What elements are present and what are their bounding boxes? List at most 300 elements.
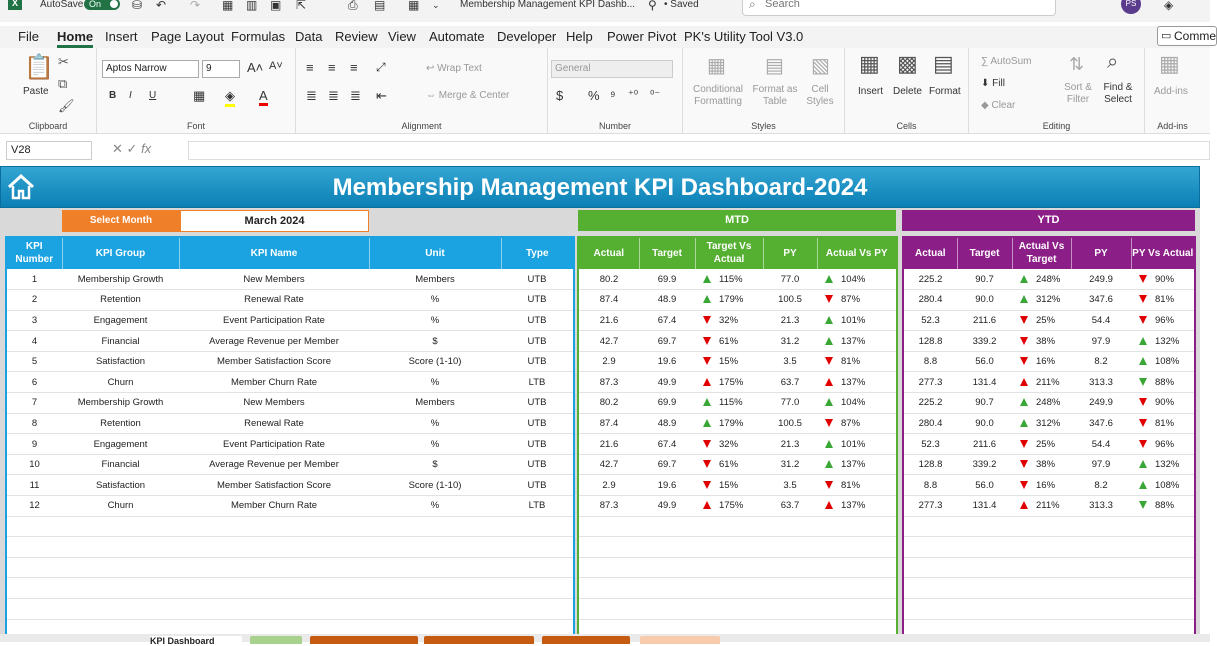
formula-input[interactable] — [188, 141, 1210, 160]
kpi-name-cell[interactable]: Event Participation Rate — [179, 434, 369, 455]
align-right-icon[interactable]: ≣ — [350, 88, 361, 103]
ytd-py-vs-actual-cell[interactable] — [1131, 290, 1195, 311]
unit-cell[interactable]: % — [369, 413, 501, 434]
orientation-icon[interactable]: ⤢ — [376, 60, 386, 74]
empty-cell[interactable] — [6, 599, 62, 620]
ytd-actual-vs-target-cell[interactable] — [1012, 393, 1071, 414]
empty-cell[interactable] — [763, 578, 817, 599]
unit-cell[interactable]: Score (1-10) — [369, 351, 501, 372]
ytd-py-vs-actual-cell[interactable] — [1131, 351, 1195, 372]
sheet-tab[interactable] — [640, 636, 720, 644]
menu-formulas[interactable]: Formulas — [231, 29, 286, 44]
type-cell[interactable]: LTB — [501, 496, 574, 517]
mtd-target-vs-actual-cell[interactable] — [695, 290, 763, 311]
mtd-target-cell[interactable]: 69.7 — [639, 331, 695, 352]
mtd-actual-vs-py-cell[interactable] — [817, 351, 897, 372]
paste-button[interactable]: Paste — [23, 86, 49, 97]
empty-cell[interactable] — [578, 599, 639, 620]
mtd-actual-cell[interactable]: 80.2 — [578, 269, 639, 290]
type-cell[interactable]: UTB — [501, 434, 574, 455]
print-icon[interactable]: ⎙ — [348, 0, 358, 12]
undo-icon[interactable]: ↶ — [156, 0, 167, 12]
menu-page-layout[interactable]: Page Layout — [151, 29, 225, 44]
mtd-actual-cell[interactable]: 21.6 — [578, 434, 639, 455]
kpi-group-cell[interactable]: Churn — [62, 496, 179, 517]
kpi-group-cell[interactable]: Retention — [62, 413, 179, 434]
mtd-target-vs-actual-cell[interactable] — [695, 331, 763, 352]
kpi-name-cell[interactable]: Renewal Rate — [179, 413, 369, 434]
ytd-target-cell[interactable]: 56.0 — [957, 351, 1012, 372]
kpi-name-cell[interactable]: Member Churn Rate — [179, 372, 369, 393]
empty-cell[interactable] — [501, 516, 574, 537]
addins-button[interactable]: Add-ins — [1154, 86, 1188, 97]
search-box[interactable] — [742, 0, 1056, 16]
empty-cell[interactable] — [369, 578, 501, 599]
kpi-group-cell[interactable]: Financial — [62, 454, 179, 475]
ytd-py-vs-actual-cell[interactable] — [1131, 475, 1195, 496]
align-middle-icon[interactable]: ≡ — [328, 60, 336, 75]
menu-automate[interactable]: Automate — [429, 29, 485, 44]
mtd-py-cell[interactable]: 21.3 — [763, 434, 817, 455]
kpi-number-cell[interactable]: 3 — [6, 310, 62, 331]
type-cell[interactable]: UTB — [501, 475, 574, 496]
ytd-py-vs-actual-cell[interactable] — [1131, 413, 1195, 434]
empty-cell[interactable] — [179, 537, 369, 558]
empty-cell[interactable] — [763, 557, 817, 578]
empty-cell[interactable] — [1012, 537, 1071, 558]
empty-cell[interactable] — [903, 578, 957, 599]
unit-cell[interactable]: $ — [369, 331, 501, 352]
mtd-py-cell[interactable]: 63.7 — [763, 372, 817, 393]
ytd-target-cell[interactable]: 131.4 — [957, 496, 1012, 517]
ytd-actual-cell[interactable]: 277.3 — [903, 372, 957, 393]
format-painter-icon[interactable]: 🖌 — [58, 98, 75, 113]
kpi-number-cell[interactable]: 5 — [6, 351, 62, 372]
ytd-py-vs-actual-cell[interactable] — [1131, 454, 1195, 475]
ytd-actual-cell[interactable]: 128.8 — [903, 331, 957, 352]
calculator-icon[interactable]: ▤ — [374, 0, 386, 12]
ytd-actual-cell[interactable]: 8.8 — [903, 475, 957, 496]
empty-cell[interactable] — [6, 516, 62, 537]
sort-filter-icon[interactable]: ⇅ — [1069, 54, 1085, 74]
empty-cell[interactable] — [957, 516, 1012, 537]
mtd-actual-vs-py-cell[interactable] — [817, 434, 897, 455]
sheet-tab[interactable] — [424, 636, 534, 644]
increase-decimal-icon[interactable]: ⁺⁰ — [628, 89, 639, 101]
mtd-actual-cell[interactable]: 42.7 — [578, 331, 639, 352]
cell-styles-icon[interactable]: ▧ — [811, 55, 830, 77]
mtd-py-cell[interactable]: 77.0 — [763, 269, 817, 290]
empty-cell[interactable] — [578, 578, 639, 599]
kpi-group-cell[interactable]: Satisfaction — [62, 475, 179, 496]
mtd-actual-vs-py-cell[interactable] — [817, 310, 897, 331]
align-center-icon[interactable]: ≣ — [328, 88, 339, 103]
enter-icon[interactable]: ✓ — [126, 141, 138, 156]
conditional-formatting-icon[interactable]: ▦ — [707, 55, 726, 77]
autosave-toggle[interactable] — [84, 0, 120, 10]
empty-cell[interactable] — [903, 516, 957, 537]
ytd-py-cell[interactable]: 347.6 — [1071, 290, 1131, 311]
ytd-actual-vs-target-cell[interactable] — [1012, 351, 1071, 372]
clear-button[interactable] — [981, 100, 1015, 111]
empty-cell[interactable] — [695, 599, 763, 620]
number-format-select[interactable]: General — [551, 60, 673, 78]
empty-cell[interactable] — [1012, 557, 1071, 578]
type-cell[interactable]: UTB — [501, 413, 574, 434]
mtd-py-cell[interactable]: 31.2 — [763, 454, 817, 475]
ytd-py-vs-actual-cell[interactable] — [1131, 331, 1195, 352]
mtd-py-cell[interactable]: 77.0 — [763, 393, 817, 414]
mtd-actual-cell[interactable]: 87.4 — [578, 413, 639, 434]
mtd-py-cell[interactable]: 21.3 — [763, 310, 817, 331]
ytd-py-vs-actual-cell[interactable] — [1131, 269, 1195, 290]
ytd-target-cell[interactable]: 339.2 — [957, 454, 1012, 475]
ytd-actual-vs-target-cell[interactable] — [1012, 475, 1071, 496]
empty-cell[interactable] — [903, 599, 957, 620]
fill-button[interactable] — [981, 78, 1005, 89]
wrap-text-button[interactable] — [426, 63, 482, 74]
delete-cells-icon[interactable]: ▩ — [897, 51, 918, 76]
mtd-target-vs-actual-cell[interactable] — [695, 372, 763, 393]
empty-cell[interactable] — [639, 537, 695, 558]
align-top-icon[interactable]: ≡ — [306, 60, 314, 75]
empty-cell[interactable] — [639, 516, 695, 537]
cancel-icon[interactable]: ✕ — [112, 141, 123, 156]
underline-icon[interactable]: U — [149, 90, 157, 101]
menu-home[interactable]: Home — [57, 29, 93, 48]
empty-cell[interactable] — [1071, 599, 1131, 620]
ytd-py-cell[interactable]: 54.4 — [1071, 434, 1131, 455]
ytd-py-cell[interactable]: 347.6 — [1071, 413, 1131, 434]
italic-icon[interactable]: I — [129, 90, 132, 101]
ytd-actual-cell[interactable]: 8.8 — [903, 351, 957, 372]
mtd-target-cell[interactable]: 48.9 — [639, 413, 695, 434]
mtd-py-cell[interactable]: 3.5 — [763, 475, 817, 496]
mtd-target-cell[interactable]: 69.9 — [639, 269, 695, 290]
menu-insert[interactable]: Insert — [105, 29, 138, 44]
kpi-name-cell[interactable]: Member Churn Rate — [179, 496, 369, 517]
empty-cell[interactable] — [763, 599, 817, 620]
diamond-icon[interactable]: ◈ — [1164, 0, 1174, 12]
empty-cell[interactable] — [179, 599, 369, 620]
ytd-actual-vs-target-cell[interactable] — [1012, 269, 1071, 290]
kpi-group-cell[interactable]: Retention — [62, 290, 179, 311]
kpi-name-cell[interactable]: New Members — [179, 269, 369, 290]
ytd-py-vs-actual-cell[interactable] — [1131, 310, 1195, 331]
kpi-group-cell[interactable]: Financial — [62, 331, 179, 352]
format-button[interactable]: Format — [929, 86, 961, 97]
customize-icon[interactable]: ⌄ — [432, 0, 440, 10]
percent-icon[interactable]: % — [588, 88, 600, 103]
empty-cell[interactable] — [817, 599, 897, 620]
ytd-actual-vs-target-cell[interactable] — [1012, 310, 1071, 331]
image-icon[interactable]: ▣ — [270, 0, 282, 12]
mtd-py-cell[interactable]: 100.5 — [763, 290, 817, 311]
mtd-actual-cell[interactable]: 80.2 — [578, 393, 639, 414]
mtd-actual-vs-py-cell[interactable] — [817, 496, 897, 517]
kpi-name-cell[interactable]: Average Revenue per Member — [179, 331, 369, 352]
ytd-actual-vs-target-cell[interactable] — [1012, 496, 1071, 517]
find-select-button[interactable]: Find & Select — [1103, 82, 1133, 105]
ytd-py-cell[interactable]: 313.3 — [1071, 496, 1131, 517]
mtd-actual-cell[interactable]: 87.4 — [578, 290, 639, 311]
mtd-actual-vs-py-cell[interactable] — [817, 413, 897, 434]
cell-styles-button[interactable]: Cell Styles — [806, 84, 834, 107]
ytd-py-vs-actual-cell[interactable] — [1131, 496, 1195, 517]
type-cell[interactable]: UTB — [501, 454, 574, 475]
type-cell[interactable]: UTB — [501, 393, 574, 414]
empty-cell[interactable] — [639, 557, 695, 578]
mtd-py-cell[interactable]: 31.2 — [763, 331, 817, 352]
ytd-actual-vs-target-cell[interactable] — [1012, 290, 1071, 311]
mtd-target-vs-actual-cell[interactable] — [695, 475, 763, 496]
empty-cell[interactable] — [1131, 557, 1195, 578]
sheet-tab[interactable]: KPI Dashboard — [150, 636, 242, 644]
addins-icon[interactable]: ▦ — [1159, 51, 1180, 76]
type-cell[interactable]: UTB — [501, 269, 574, 290]
mtd-target-vs-actual-cell[interactable] — [695, 351, 763, 372]
empty-cell[interactable] — [1071, 578, 1131, 599]
ytd-actual-cell[interactable]: 277.3 — [903, 496, 957, 517]
unit-cell[interactable]: % — [369, 290, 501, 311]
unit-cell[interactable]: Members — [369, 393, 501, 414]
menu-view[interactable]: View — [388, 29, 416, 44]
borders-icon[interactable]: ▦ — [193, 88, 206, 103]
empty-cell[interactable] — [695, 557, 763, 578]
mtd-actual-cell[interactable]: 42.7 — [578, 454, 639, 475]
mtd-actual-vs-py-cell[interactable] — [817, 290, 897, 311]
kpi-name-cell[interactable]: Event Participation Rate — [179, 310, 369, 331]
ytd-actual-cell[interactable]: 52.3 — [903, 434, 957, 455]
empty-cell[interactable] — [62, 516, 179, 537]
unit-cell[interactable]: % — [369, 372, 501, 393]
empty-cell[interactable] — [817, 578, 897, 599]
increase-font-icon[interactable]: A˄ — [247, 60, 264, 75]
empty-cell[interactable] — [695, 578, 763, 599]
type-cell[interactable]: UTB — [501, 290, 574, 311]
sort-filter-button[interactable]: Sort & Filter — [1064, 82, 1092, 105]
mtd-actual-vs-py-cell[interactable] — [817, 372, 897, 393]
kpi-number-cell[interactable]: 8 — [6, 413, 62, 434]
empty-cell[interactable] — [369, 537, 501, 558]
autosum-button[interactable] — [981, 56, 1032, 67]
kpi-number-cell[interactable]: 10 — [6, 454, 62, 475]
align-left-icon[interactable]: ≣ — [306, 88, 317, 103]
menu-developer[interactable]: Developer — [497, 29, 557, 44]
type-cell[interactable]: UTB — [501, 351, 574, 372]
ytd-actual-cell[interactable]: 280.4 — [903, 413, 957, 434]
empty-cell[interactable] — [62, 599, 179, 620]
kpi-number-cell[interactable]: 2 — [6, 290, 62, 311]
mtd-actual-vs-py-cell[interactable] — [817, 269, 897, 290]
empty-cell[interactable] — [695, 537, 763, 558]
copy-icon[interactable]: ⧉ — [58, 76, 68, 91]
empty-cell[interactable] — [817, 557, 897, 578]
mtd-target-vs-actual-cell[interactable] — [695, 269, 763, 290]
mtd-target-cell[interactable]: 19.6 — [639, 351, 695, 372]
empty-cell[interactable] — [1071, 557, 1131, 578]
mtd-target-cell[interactable]: 69.7 — [639, 454, 695, 475]
empty-cell[interactable] — [369, 557, 501, 578]
kpi-group-cell[interactable]: Engagement — [62, 434, 179, 455]
align-bottom-icon[interactable]: ≡ — [350, 60, 358, 75]
kpi-number-cell[interactable]: 6 — [6, 372, 62, 393]
decrease-font-icon[interactable]: A˅ — [269, 60, 283, 72]
ytd-py-cell[interactable]: 313.3 — [1071, 372, 1131, 393]
ytd-py-vs-actual-cell[interactable] — [1131, 393, 1195, 414]
ytd-py-cell[interactable]: 8.2 — [1071, 475, 1131, 496]
ytd-py-vs-actual-cell[interactable] — [1131, 372, 1195, 393]
redo-icon[interactable]: ↷ — [190, 0, 201, 12]
ytd-target-cell[interactable]: 211.6 — [957, 434, 1012, 455]
unit-cell[interactable]: Score (1-10) — [369, 475, 501, 496]
empty-cell[interactable] — [957, 599, 1012, 620]
empty-cell[interactable] — [1012, 516, 1071, 537]
empty-cell[interactable] — [957, 578, 1012, 599]
ytd-actual-vs-target-cell[interactable] — [1012, 413, 1071, 434]
empty-cell[interactable] — [62, 537, 179, 558]
mtd-target-cell[interactable]: 48.9 — [639, 290, 695, 311]
mtd-target-vs-actual-cell[interactable] — [695, 454, 763, 475]
kpi-number-cell[interactable]: 1 — [6, 269, 62, 290]
ytd-target-cell[interactable]: 56.0 — [957, 475, 1012, 496]
insert-button[interactable]: Insert — [858, 86, 884, 97]
mtd-py-cell[interactable]: 63.7 — [763, 496, 817, 517]
empty-cell[interactable] — [369, 516, 501, 537]
ytd-actual-vs-target-cell[interactable] — [1012, 454, 1071, 475]
kpi-name-cell[interactable]: Average Revenue per Member — [179, 454, 369, 475]
empty-cell[interactable] — [1012, 599, 1071, 620]
mtd-target-vs-actual-cell[interactable] — [695, 496, 763, 517]
empty-cell[interactable] — [1131, 578, 1195, 599]
ytd-py-cell[interactable]: 8.2 — [1071, 351, 1131, 372]
font-color-icon[interactable]: A — [259, 88, 268, 106]
fill-color-icon[interactable]: ◈ — [225, 88, 235, 107]
mtd-actual-cell[interactable]: 21.6 — [578, 310, 639, 331]
ytd-target-cell[interactable]: 90.7 — [957, 269, 1012, 290]
ytd-target-cell[interactable]: 90.0 — [957, 290, 1012, 311]
kpi-name-cell[interactable]: New Members — [179, 393, 369, 414]
mtd-target-cell[interactable]: 49.9 — [639, 496, 695, 517]
mtd-py-cell[interactable]: 3.5 — [763, 351, 817, 372]
kpi-number-cell[interactable]: 11 — [6, 475, 62, 496]
empty-cell[interactable] — [501, 537, 574, 558]
mtd-actual-cell[interactable]: 2.9 — [578, 475, 639, 496]
ytd-py-cell[interactable]: 97.9 — [1071, 454, 1131, 475]
type-cell[interactable]: LTB — [501, 372, 574, 393]
ytd-target-cell[interactable]: 339.2 — [957, 331, 1012, 352]
empty-cell[interactable] — [817, 516, 897, 537]
empty-cell[interactable] — [501, 599, 574, 620]
mtd-actual-cell[interactable]: 87.3 — [578, 496, 639, 517]
table-icon[interactable]: ▦ — [222, 0, 234, 12]
empty-cell[interactable] — [369, 599, 501, 620]
type-cell[interactable]: UTB — [501, 310, 574, 331]
empty-cell[interactable] — [578, 557, 639, 578]
ytd-py-cell[interactable]: 97.9 — [1071, 331, 1131, 352]
sheet-tab[interactable] — [310, 636, 418, 644]
kpi-name-cell[interactable]: Member Satisfaction Score — [179, 475, 369, 496]
empty-cell[interactable] — [1131, 516, 1195, 537]
ytd-target-cell[interactable]: 131.4 — [957, 372, 1012, 393]
kpi-number-cell[interactable]: 4 — [6, 331, 62, 352]
conditional-formatting-button[interactable]: Conditional Formatting — [692, 84, 744, 107]
empty-cell[interactable] — [179, 578, 369, 599]
ytd-actual-vs-target-cell[interactable] — [1012, 434, 1071, 455]
mtd-target-vs-actual-cell[interactable] — [695, 310, 763, 331]
unit-cell[interactable]: % — [369, 434, 501, 455]
mtd-target-vs-actual-cell[interactable] — [695, 434, 763, 455]
ytd-py-cell[interactable]: 249.9 — [1071, 269, 1131, 290]
kpi-number-cell[interactable]: 7 — [6, 393, 62, 414]
share-icon[interactable]: ⇱ — [296, 0, 307, 12]
menu-power-pivot[interactable]: Power Pivot — [607, 29, 677, 44]
empty-cell[interactable] — [6, 557, 62, 578]
font-size-select[interactable]: 9 — [202, 60, 240, 78]
mtd-actual-cell[interactable]: 2.9 — [578, 351, 639, 372]
ytd-py-cell[interactable]: 54.4 — [1071, 310, 1131, 331]
name-box[interactable]: V28 — [6, 141, 92, 160]
mtd-actual-cell[interactable]: 87.3 — [578, 372, 639, 393]
empty-cell[interactable] — [1071, 516, 1131, 537]
format-as-table-icon[interactable]: ▤ — [765, 55, 784, 77]
delete-button[interactable]: Delete — [893, 86, 922, 97]
type-cell[interactable]: UTB — [501, 331, 574, 352]
empty-cell[interactable] — [501, 578, 574, 599]
ytd-actual-cell[interactable]: 225.2 — [903, 393, 957, 414]
select-month-dropdown[interactable]: March 2024 — [180, 210, 369, 232]
sheet-tab[interactable] — [542, 636, 630, 644]
empty-cell[interactable] — [695, 516, 763, 537]
empty-cell[interactable] — [763, 537, 817, 558]
menu-data[interactable]: Data — [295, 29, 323, 44]
ytd-target-cell[interactable]: 211.6 — [957, 310, 1012, 331]
empty-cell[interactable] — [62, 557, 179, 578]
mtd-target-cell[interactable]: 49.9 — [639, 372, 695, 393]
sheet-tab[interactable] — [250, 636, 302, 644]
kpi-name-cell[interactable]: Member Satisfaction Score — [179, 351, 369, 372]
empty-cell[interactable] — [1131, 599, 1195, 620]
empty-cell[interactable] — [957, 537, 1012, 558]
ytd-actual-cell[interactable]: 128.8 — [903, 454, 957, 475]
paste-icon[interactable]: 📋 — [24, 54, 54, 81]
ytd-actual-cell[interactable]: 225.2 — [903, 269, 957, 290]
merge-center-button[interactable] — [426, 90, 509, 101]
menu-review[interactable]: Review — [335, 29, 378, 44]
kpi-group-cell[interactable]: Membership Growth — [62, 269, 179, 290]
empty-cell[interactable] — [578, 516, 639, 537]
empty-cell[interactable] — [817, 537, 897, 558]
ytd-actual-cell[interactable]: 280.4 — [903, 290, 957, 311]
empty-cell[interactable] — [578, 537, 639, 558]
mtd-actual-vs-py-cell[interactable] — [817, 331, 897, 352]
cut-icon[interactable]: ✂ — [58, 54, 69, 69]
font-name-select[interactable]: Aptos Narrow — [102, 60, 199, 78]
mtd-target-vs-actual-cell[interactable] — [695, 413, 763, 434]
fx-icon[interactable]: fx — [141, 141, 152, 156]
currency-icon[interactable]: $ — [556, 88, 564, 103]
ytd-py-vs-actual-cell[interactable] — [1131, 434, 1195, 455]
kpi-number-cell[interactable]: 9 — [6, 434, 62, 455]
mtd-target-cell[interactable]: 19.6 — [639, 475, 695, 496]
empty-cell[interactable] — [501, 557, 574, 578]
menu-file[interactable]: File — [18, 29, 39, 44]
ytd-target-cell[interactable]: 90.7 — [957, 393, 1012, 414]
mtd-target-vs-actual-cell[interactable] — [695, 393, 763, 414]
kpi-group-cell[interactable]: Satisfaction — [62, 351, 179, 372]
empty-cell[interactable] — [639, 599, 695, 620]
find-icon[interactable]: ⌕ — [1107, 51, 1119, 73]
